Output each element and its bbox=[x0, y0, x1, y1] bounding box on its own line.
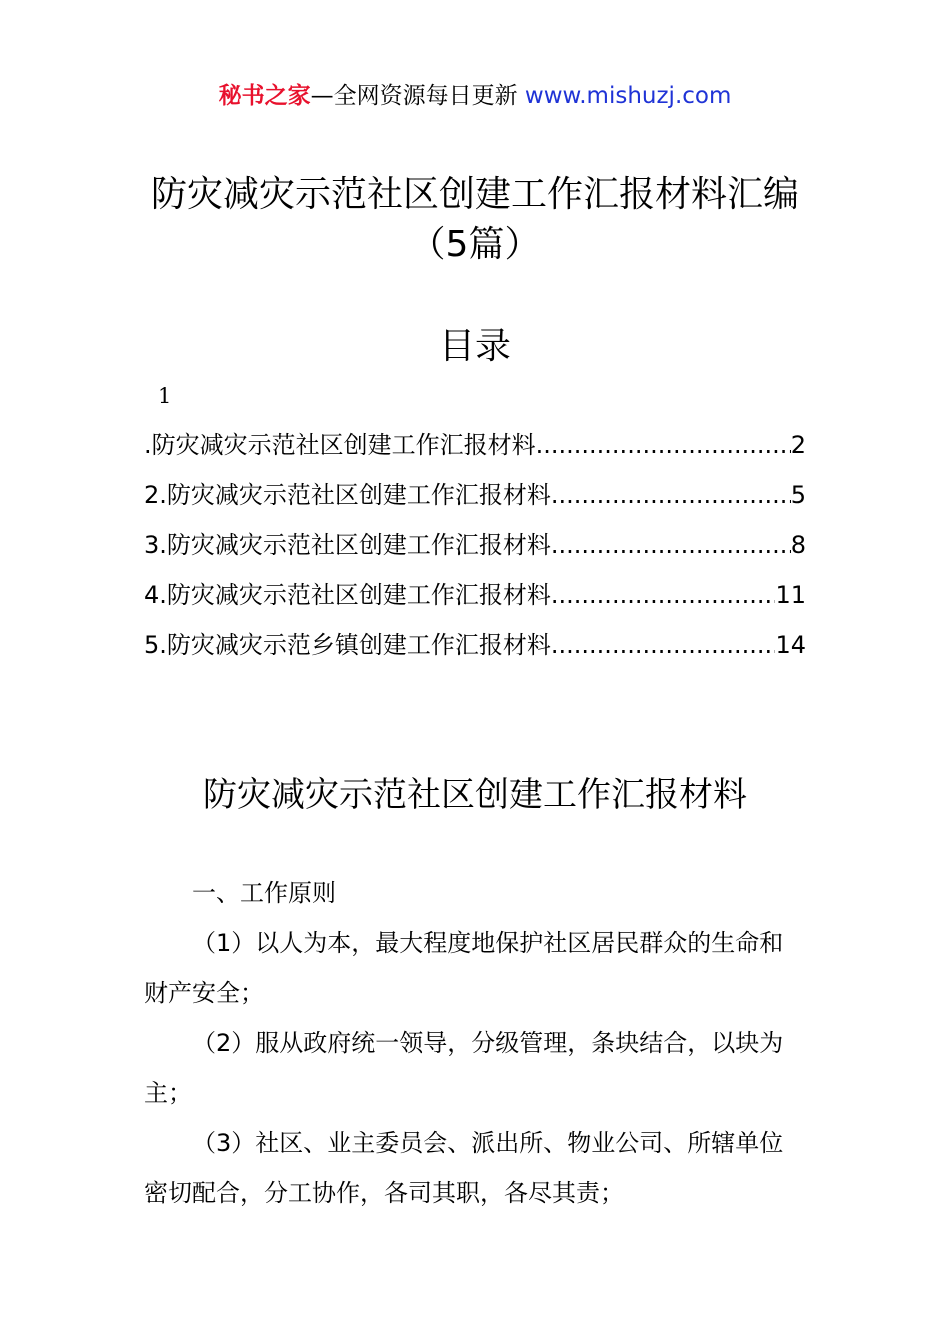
toc-entry-label: 4.防灾减灾示范社区创建工作汇报材料 bbox=[144, 581, 551, 609]
toc-entry-label: 2.防灾减灾示范社区创建工作汇报材料 bbox=[144, 481, 551, 509]
toc-entry-page: 5 bbox=[790, 481, 806, 509]
toc-entry-label: 5.防灾减灾示范乡镇创建工作汇报材料 bbox=[144, 631, 551, 659]
toc-entry-page: 14 bbox=[775, 631, 806, 659]
brand-name: 秘书之家 bbox=[218, 83, 311, 109]
toc-first-number: 1 bbox=[158, 384, 172, 408]
section-heading-principles: 一、工作原则 bbox=[192, 879, 336, 907]
toc-leader-dots bbox=[551, 470, 791, 520]
page-header bbox=[0, 80, 950, 112]
table-of-contents bbox=[144, 420, 806, 670]
toc-entry[interactable] bbox=[144, 420, 806, 470]
toc-entry[interactable] bbox=[144, 570, 806, 620]
document-title-line-2: （5篇） bbox=[409, 224, 541, 265]
toc-entry-page: 11 bbox=[775, 581, 806, 609]
toc-leader-dots bbox=[551, 570, 776, 620]
toc-entry-page: 2 bbox=[790, 431, 806, 459]
body-paragraph: （1）以人为本，最大程度地保护社区居民群众的生命和财产安全； bbox=[144, 929, 784, 1007]
section-body bbox=[144, 868, 806, 1218]
site-link[interactable]: www.mishuzj.com bbox=[524, 83, 732, 109]
toc-heading: 目录 bbox=[438, 326, 511, 367]
toc-entry[interactable] bbox=[144, 620, 806, 670]
toc-entry-page: 8 bbox=[790, 531, 806, 559]
section-title: 防灾减灾示范社区创建工作汇报材料 bbox=[203, 775, 747, 815]
header-tagline: —全网资源每日更新 bbox=[310, 83, 518, 109]
toc-entry-label: 3.防灾减灾示范社区创建工作汇报材料 bbox=[144, 531, 551, 559]
toc-entry[interactable] bbox=[144, 470, 806, 520]
document-title-line-1: 防灾减灾示范社区创建工作汇报材料汇编 bbox=[150, 174, 799, 215]
document-title bbox=[0, 170, 950, 270]
toc-leader-dots bbox=[551, 620, 776, 670]
toc-leader-dots bbox=[551, 520, 791, 570]
toc-entry-label: .防灾减灾示范社区创建工作汇报材料 bbox=[144, 431, 536, 459]
toc-leader-dots bbox=[536, 420, 791, 470]
toc-entry[interactable] bbox=[144, 520, 806, 570]
body-paragraph: （3）社区、业主委员会、派出所、物业公司、所辖单位密切配合，分工协作，各司其职，各尽其责； bbox=[144, 1129, 784, 1207]
body-paragraph: （2）服从政府统一领导，分级管理，条块结合，以块为主； bbox=[144, 1029, 784, 1107]
